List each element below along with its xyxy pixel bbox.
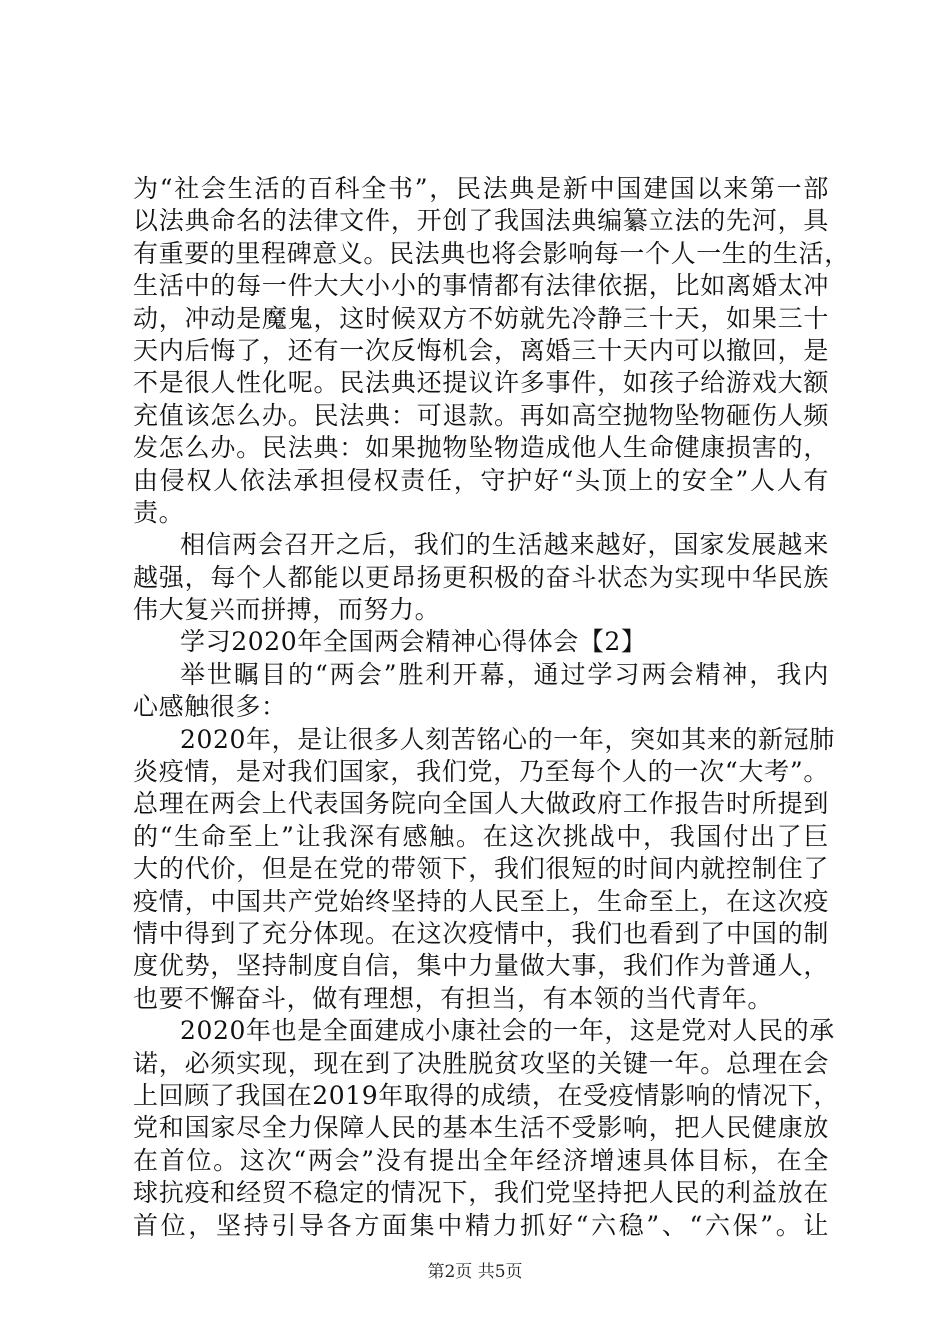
text-line: 炎疫情，是对我们国家，我们党，乃至每个人的一次“大考”。 [133,757,829,787]
text-line: 上回顾了我国在2019年取得的成绩，在受疫情影响的情况下， [133,1080,840,1110]
text-line: 首位，坚持引导各方面集中精力抓好“六稳”、“六保”。让 [133,1210,829,1240]
paragraph-start-line: 2020年也是全面建成小康社会的一年，这是党对人民的承 [180,1016,835,1046]
text-line: 诺，必须实现，现在到了决胜脱贫攻坚的关键一年。总理在会 [133,1048,829,1078]
text-line: 由侵权人依法承担侵权责任，守护好“头顶上的安全”人人有 [133,465,829,495]
paragraph-start-line: 2020年，是让很多人刻苦铭心的一年，突如其来的新冠肺 [180,724,835,754]
paragraph-start-line: 举世瞩目的“两会”胜利开幕，通过学习两会精神，我内 [180,659,829,689]
text-line: 球抗疫和经贸不稳定的情况下，我们党坚持把人民的利益放在 [133,1178,829,1208]
text-line: 为“社会生活的百科全书”，民法典是新中国建国以来第一部 [133,174,829,203]
text-line: 情中得到了充分体现。在这次疫情中，我们也看到了中国的制 [133,918,829,948]
document-body [133,173,850,1242]
text-line: 充值该怎么办。民法典：可退款。再如高空抛物坠物砸伤人频 [133,400,829,430]
section-heading: 学习2020年全国两会精神心得体会【2】 [180,627,647,657]
text-line: 以法典命名的法律文件，开创了我国法典编纂立法的先河，具 [133,206,829,236]
text-line: 有重要的里程碑意义。民法典也将会影响每一个人一生的生活， [133,238,850,268]
text-line: 伟大复兴而拼搏，而努力。 [133,595,441,625]
text-line: 大的代价，但是在党的带领下，我们很短的时间内就控制住了 [133,854,829,884]
text-line: 疫情，中国共产党始终坚持的人民至上，生命至上，在这次疫 [133,886,829,916]
text-line: 总理在两会上代表国务院向全国人大做政府工作报告时所提到 [133,789,829,819]
page-number-footer: 第2页 共5页 [427,1262,523,1282]
text-line: 也要不懈奋斗，做有理想，有担当，有本领的当代青年。 [133,983,774,1013]
text-line: 党和国家尽全力保障人民的基本生活不受影响，把人民健康放 [133,1113,829,1143]
text-line: 动，冲动是魔鬼，这时候双方不妨就先冷静三十天，如果三十 [133,303,829,333]
text-line: 天内后悔了，还有一次反悔机会，离婚三十天内可以撤回，是 [133,335,829,365]
paragraph-start-line: 相信两会召开之后，我们的生活越来越好，国家发展越来 [180,530,829,560]
text-line: 心感触很多： [133,692,287,722]
text-line: 不是很人性化呢。民法典还提议许多事件，如孩子给游戏大额 [133,368,829,398]
text-line: 在首位。这次“两会”没有提出全年经济增速具体目标，在全 [133,1145,829,1175]
text-line: 越强，每个人都能以更昂扬更积极的奋斗状态为实现中华民族 [133,562,829,592]
text-line: 生活中的每一件大大小小的事情都有法律依据，比如离婚太冲 [133,271,829,301]
text-line: 的“生命至上”让我深有感触。在这次挑战中，我国付出了巨 [133,821,829,851]
text-line: 度优势，坚持制度自信，集中力量做大事，我们作为普通人， [133,951,829,981]
text-line: 发怎么办。民法典：如果抛物坠物造成他人生命健康损害的， [133,433,829,463]
text-line: 责。 [133,497,185,527]
